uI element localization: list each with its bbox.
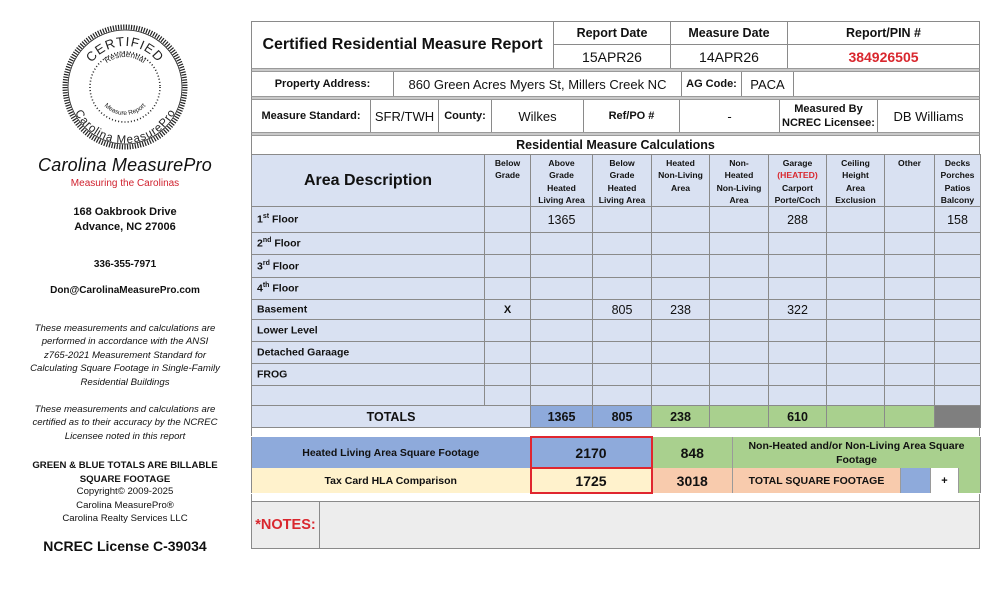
column-header-line: Grade [495, 170, 520, 181]
measure-cell[interactable] [827, 207, 885, 233]
address-line-1: 168 Oakbrook Drive [73, 206, 177, 218]
seal-inner-bottom-text: Measure Report [102, 102, 148, 118]
property-address-label: Property Address: [252, 72, 394, 96]
measure-cell[interactable]: 1365 [531, 207, 593, 233]
measure-cell[interactable] [652, 320, 710, 342]
total-cell [935, 406, 981, 428]
company-sidebar [0, 0, 250, 612]
column-header [652, 155, 710, 207]
measure-cell[interactable] [710, 320, 769, 342]
company-email: Don@CarolinaMeasurePro.com [50, 285, 200, 296]
measure-cell[interactable] [652, 255, 710, 278]
measure-cell[interactable] [531, 320, 593, 342]
total-cell: 805 [593, 406, 652, 428]
column-header [593, 155, 652, 207]
column-header-line: Height [842, 170, 869, 181]
green-legend-swatch [959, 468, 981, 493]
measure-cell[interactable] [593, 207, 652, 233]
measured-by-label-line-1: Measured By [794, 103, 863, 115]
measure-cell[interactable]: 322 [769, 300, 827, 320]
measure-cell[interactable] [531, 364, 593, 386]
measure-cell[interactable] [485, 233, 531, 255]
column-header-line: Balcony [940, 194, 975, 205]
brand-tagline: Measuring the Carolinas [70, 178, 180, 189]
measure-cell[interactable] [485, 320, 531, 342]
copyright-line-3: Carolina Realty Services LLC [62, 513, 188, 525]
certification-disclaimer: These measurements and calculations are certified as to their accuracy by the NCREC Licensee noted in this report [32, 404, 218, 442]
non-heated-value: 848 [652, 437, 733, 468]
table-row [252, 233, 981, 255]
area-label-text: Lower Level [257, 324, 318, 337]
measure-cell[interactable] [885, 255, 935, 278]
area-label [252, 278, 485, 300]
total-cell [827, 406, 885, 428]
report-date-value: 15APR26 [582, 48, 642, 65]
area-label-suffix: Floor [269, 213, 299, 226]
measure-cell[interactable] [769, 278, 827, 300]
total-square-footage-value: 3018 [652, 468, 733, 493]
total-cell [710, 406, 769, 428]
column-header [710, 155, 769, 207]
column-header-line: Porches [940, 170, 975, 181]
measure-cell[interactable]: 805 [593, 300, 652, 320]
measure-table [251, 154, 981, 428]
totals-row [252, 406, 981, 428]
measure-cell[interactable] [485, 386, 531, 406]
measure-cell[interactable] [710, 300, 769, 320]
area-label-suffix: Floor [269, 282, 299, 295]
measure-cell[interactable] [652, 386, 710, 406]
report-pin-block [788, 22, 979, 68]
table-row [252, 207, 981, 233]
measure-cell[interactable] [531, 233, 593, 255]
measure-cell[interactable] [827, 320, 885, 342]
area-label [252, 300, 485, 320]
measure-cell[interactable] [531, 255, 593, 278]
total-cell: 610 [769, 406, 827, 428]
measured-by-value: DB Williams [893, 108, 964, 124]
svg-text:Measure Report [103, 102, 148, 117]
table-row [252, 386, 981, 406]
column-header-line: Decks [944, 158, 971, 168]
tax-card-value: 1725 [531, 468, 652, 493]
total-square-footage-label: TOTAL SQUARE FOOTAGE [733, 468, 901, 493]
area-label [252, 342, 485, 364]
area-label-ordinal: rd [262, 259, 270, 267]
totals-label: TOTALS [252, 406, 531, 428]
tax-card-label: Tax Card HLA Comparison [252, 468, 531, 493]
table-row [252, 320, 981, 342]
table-header-row [252, 155, 981, 207]
report-pin-label: Report/PIN # [788, 22, 979, 45]
column-header-line: Non- [729, 158, 749, 168]
column-header-line: Non-Living [658, 170, 703, 181]
copyright-line-2: Carolina MeasurePro® [76, 499, 174, 511]
area-label [252, 320, 485, 342]
billable-line-1: GREEN & BLUE TOTALS ARE BILLABLE [32, 460, 218, 471]
measure-cell[interactable] [593, 364, 652, 386]
report-date-label: Report Date [554, 22, 670, 45]
column-header-line: Heated [724, 170, 754, 181]
company-address [0, 205, 250, 235]
measure-cell[interactable] [769, 386, 827, 406]
area-label [252, 207, 485, 233]
measured-by-label-line-2: NCREC Licensee: [782, 117, 875, 129]
area-label-suffix: Floor [269, 260, 300, 273]
measure-cell[interactable] [935, 342, 981, 364]
area-label-ordinal: nd [262, 237, 272, 245]
area-label-ordinal: st [262, 213, 270, 221]
measure-cell[interactable] [769, 320, 827, 342]
measure-cell[interactable] [710, 364, 769, 386]
property-address-row [251, 72, 980, 96]
area-label-text: 4 [257, 282, 263, 295]
notes-section [251, 501, 980, 549]
column-header-line: Other [898, 158, 921, 168]
notes-field[interactable] [320, 502, 979, 548]
area-label [252, 386, 485, 406]
measure-cell[interactable] [652, 233, 710, 255]
measure-cell[interactable] [531, 342, 593, 364]
spacer [251, 428, 980, 436]
measure-report [251, 21, 980, 549]
measure-cell[interactable] [485, 255, 531, 278]
billable-notice [20, 459, 230, 486]
area-label [252, 255, 485, 278]
measure-date-label: Measure Date [671, 22, 787, 45]
measure-cell[interactable] [827, 255, 885, 278]
measure-cell[interactable]: 238 [652, 300, 710, 320]
column-header-line: Area [845, 182, 866, 193]
copyright-block [20, 485, 230, 526]
measure-cell[interactable] [769, 233, 827, 255]
table-row [252, 342, 981, 364]
measure-cell[interactable] [710, 233, 769, 255]
column-header-line: Exclusion [835, 194, 876, 205]
spacer [251, 494, 980, 501]
measure-cell[interactable] [769, 364, 827, 386]
seal-inner-top-text: Residential [102, 49, 148, 65]
county-label: County: [439, 100, 492, 132]
table-row [252, 300, 981, 320]
column-header-line: (HEATED) [777, 170, 818, 181]
measure-cell[interactable] [935, 386, 981, 406]
table-row [252, 364, 981, 386]
notes-label: *NOTES: [252, 502, 320, 548]
summary-table [251, 436, 981, 494]
measure-cell[interactable] [827, 233, 885, 255]
calculations-title-row [251, 136, 980, 154]
county-value: Wilkes [492, 100, 584, 132]
column-header-line: Area [729, 194, 749, 205]
ref-po-value: - [680, 100, 780, 132]
column-header-line: Patios [944, 182, 971, 193]
measure-cell[interactable] [652, 364, 710, 386]
column-header-line: Heated [666, 158, 695, 168]
address-line-2: Advance, NC 27006 [74, 221, 176, 233]
column-header [485, 155, 531, 207]
measure-date-value: 14APR26 [699, 48, 759, 65]
measure-cell[interactable]: 158 [935, 207, 981, 233]
area-label-text: 3 [257, 260, 263, 273]
measure-cell[interactable] [593, 278, 652, 300]
calculations-title: Residential Measure Calculations [516, 138, 715, 152]
area-label-text: Basement [257, 303, 308, 316]
measure-cell[interactable] [769, 342, 827, 364]
total-cell: 1365 [531, 406, 593, 428]
measure-cell[interactable] [485, 278, 531, 300]
ag-code-value: PACA [742, 72, 794, 96]
measure-cell[interactable] [885, 233, 935, 255]
report-pin-value: 384926505 [848, 48, 919, 65]
column-header-line: Grade [609, 170, 635, 181]
measure-cell[interactable] [485, 207, 531, 233]
column-header-line: Heated [607, 182, 637, 193]
measure-standard-row [251, 100, 980, 132]
area-label-text: Detached Garaage [257, 346, 350, 359]
measure-standard-value: SFR/TWH [371, 100, 439, 132]
area-label-text: 2 [257, 237, 263, 250]
measure-cell[interactable] [710, 278, 769, 300]
column-header-line: Living Area [598, 194, 646, 205]
column-header-line: Porte/Coch [774, 194, 821, 205]
measure-cell[interactable] [827, 386, 885, 406]
ncrec-license: NCREC License C-39034 [43, 538, 207, 554]
seal-bottom-text: Carolina MeasurePro [72, 107, 178, 147]
measure-cell[interactable] [531, 300, 593, 320]
measure-cell[interactable] [885, 278, 935, 300]
area-label-suffix: Floor [271, 237, 301, 250]
measure-cell[interactable] [935, 278, 981, 300]
measure-cell[interactable] [485, 342, 531, 364]
measure-cell[interactable] [827, 278, 885, 300]
measure-cell[interactable]: 288 [769, 207, 827, 233]
ref-po-label: Ref/PO # [584, 100, 680, 132]
measure-cell[interactable] [710, 207, 769, 233]
measure-cell[interactable] [710, 255, 769, 278]
billable-line-2: SQUARE FOOTAGE [79, 473, 171, 485]
ansi-disclaimer: These measurements and calculations are performed in accordance with the ANSI z765-2021 Measurement Standard for Calculating Square Footage in Single-Family Residential Buildings [30, 323, 220, 388]
seal-top-text: CERTIFIED [82, 33, 168, 65]
measure-cell[interactable] [827, 364, 885, 386]
measure-cell[interactable] [593, 320, 652, 342]
area-label-ordinal: th [262, 282, 270, 290]
column-header-line: Ceiling [841, 158, 870, 168]
ag-code-extra [794, 72, 979, 96]
area-label [252, 364, 485, 386]
column-header-line: Garage [782, 158, 813, 168]
report-header [251, 21, 980, 68]
column-header [827, 155, 885, 207]
property-address-value: 860 Green Acres Myers St, Millers Creek NC [394, 72, 682, 96]
measure-cell[interactable] [710, 342, 769, 364]
blue-legend-swatch [901, 468, 931, 493]
measure-standard-label: Measure Standard: [252, 100, 371, 132]
column-header [531, 155, 593, 207]
ag-code-label: AG Code: [682, 72, 742, 96]
measure-cell[interactable] [885, 364, 935, 386]
measure-cell[interactable] [485, 364, 531, 386]
measure-cell[interactable] [593, 233, 652, 255]
column-header-line: Area [670, 182, 691, 193]
measure-cell[interactable] [935, 300, 981, 320]
non-heated-label: Non-Heated and/or Non-Living Area Square Footage [733, 437, 981, 468]
measure-cell[interactable] [827, 342, 885, 364]
column-header-line: Carport [781, 182, 814, 193]
measure-date-block [671, 22, 788, 68]
measure-cell[interactable] [885, 342, 935, 364]
report-date-block [554, 22, 671, 68]
hla-value: 2170 [531, 437, 652, 468]
area-label [252, 233, 485, 255]
measure-cell[interactable] [885, 300, 935, 320]
column-header-line: Heated [547, 182, 576, 193]
copyright-line-1: Copyright© 2009-2025 [76, 486, 174, 497]
brand-name: Carolina MeasurePro [38, 155, 212, 175]
total-cell [885, 406, 935, 428]
report-title: Certified Residential Measure Report [252, 22, 554, 68]
column-header-line: Living Area [538, 194, 585, 205]
area-description-header: Area Description [252, 155, 485, 207]
measure-cell[interactable] [652, 342, 710, 364]
summary-row-tax [252, 468, 981, 493]
measure-cell[interactable] [531, 278, 593, 300]
measure-cell[interactable] [593, 386, 652, 406]
hla-label: Heated Living Area Square Footage [252, 437, 531, 468]
measure-cell[interactable] [531, 386, 593, 406]
measure-cell[interactable] [885, 320, 935, 342]
measure-cell[interactable] [710, 386, 769, 406]
table-row [252, 278, 981, 300]
column-header-line: Below [609, 158, 635, 168]
measure-cell[interactable] [935, 255, 981, 278]
measure-cell[interactable] [593, 255, 652, 278]
measured-by-label [780, 100, 878, 132]
measure-cell[interactable] [935, 320, 981, 342]
column-header-line: Non-Living [716, 182, 762, 193]
column-header-line: Above [548, 158, 575, 168]
measure-cell[interactable] [935, 364, 981, 386]
column-header-line: Grade [549, 170, 574, 181]
total-cell: 238 [652, 406, 710, 428]
area-label-text: 1 [257, 213, 263, 226]
plus-icon: + [931, 468, 959, 493]
measure-cell[interactable] [652, 207, 710, 233]
measure-cell[interactable]: X [485, 300, 531, 320]
column-header [769, 155, 827, 207]
column-header-line: Below [494, 158, 521, 168]
measure-cell[interactable] [935, 233, 981, 255]
table-row [252, 255, 981, 278]
column-header [885, 155, 935, 207]
measure-cell[interactable] [885, 207, 935, 233]
measure-cell[interactable] [769, 255, 827, 278]
measure-cell[interactable] [885, 386, 935, 406]
measure-cell[interactable] [652, 278, 710, 300]
measure-cell[interactable] [593, 342, 652, 364]
company-phone: 336-355-7971 [93, 259, 157, 270]
measure-cell[interactable] [827, 300, 885, 320]
certified-seal-logo [62, 24, 188, 150]
column-header [935, 155, 981, 207]
summary-row-hla [252, 437, 981, 468]
area-label-text: FROG [257, 368, 288, 381]
